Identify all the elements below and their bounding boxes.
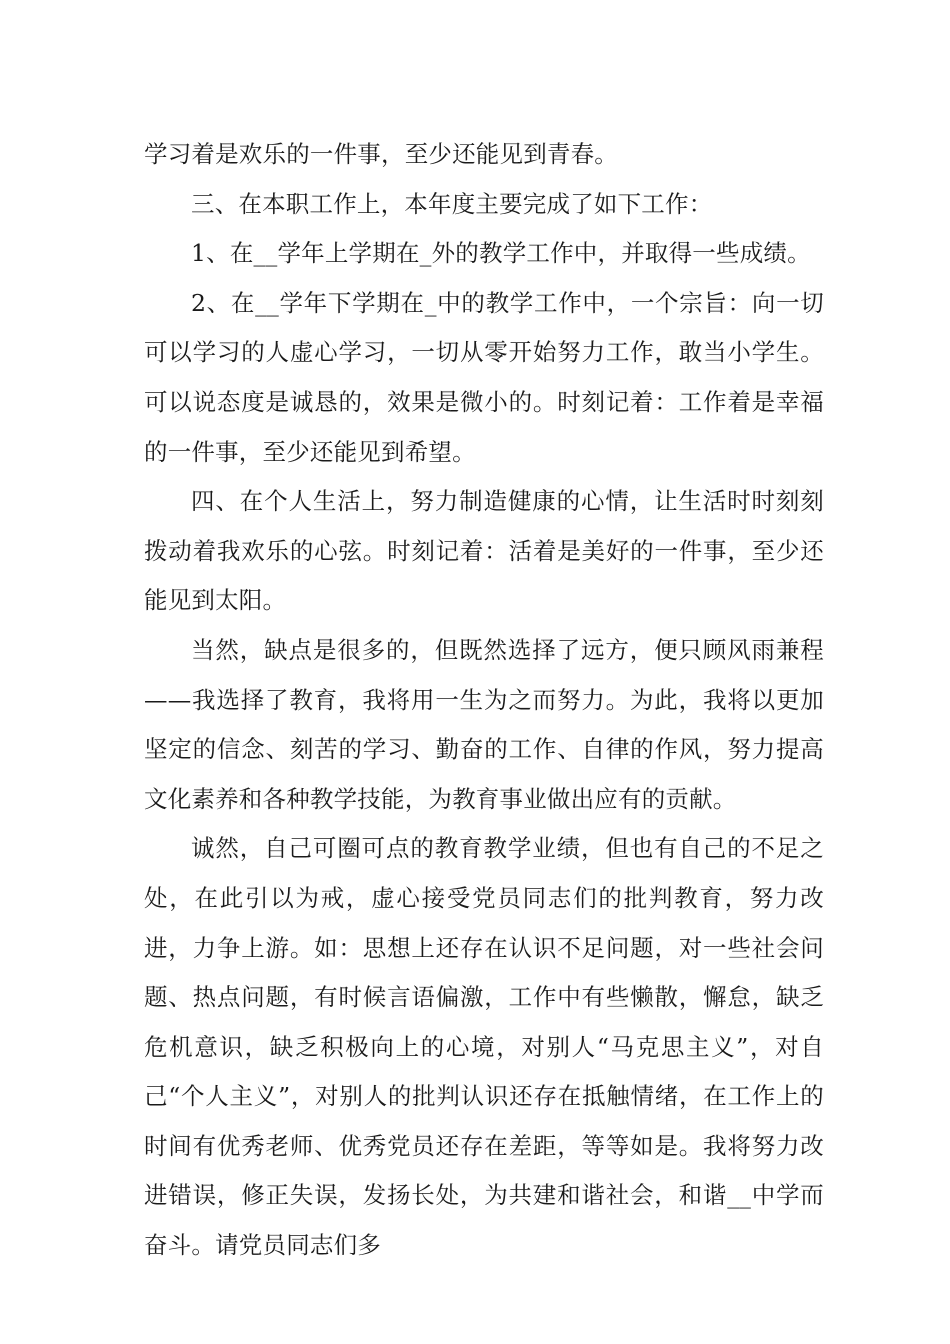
paragraph-4: 2、在__学年下学期在_中的教学工作中，一个宗旨：向一切可以学习的人虚心学习，一切从零开始努力工作，敢当小学生。可以说态度是诚恳的，效果是微小的。时刻记着：工作着是幸福的一件事，至少还能见到希望。: [144, 288, 824, 466]
paragraph-5: 四、在个人生活上，努力制造健康的心情，让生活时时刻刻拨动着我欢乐的心弦。时刻记着：活着是美好的一件事，至少还能见到太阳。: [144, 487, 824, 615]
paragraph-7: 诚然，自己可圈可点的教育教学业绩，但也有自己的不足之处，在此引以为戒，虚心接受党员同志们的批判教育，努力改进，力争上游。如：思想上还存在认识不足问题，对一些社会问题、热点问题，有时候言语偏激，工作中有些懒散，懈怠，缺乏危机意识，缺乏积极向上的心境，对别人“马克思主义”，对自己“个人主义”，对别人的批判认识还存在抵触情绪，在工作上的时间有优秀老师、优秀党员还存在差距，等等如是。我将努力改进错误，修正失误，发扬长处，为共建和谐社会，和谐__中学而奋斗。请党员同志们多: [144, 834, 824, 1260]
paragraph-1: 学习着是欢乐的一件事，至少还能见到青春。: [144, 140, 618, 168]
paragraph-2: 三、在本职工作上，本年度主要完成了如下工作：: [191, 189, 713, 218]
paragraph-6: 当然，缺点是很多的，但既然选择了远方，便只顾风雨兼程——我选择了教育，我将用一生为之而努力。为此，我将以更加坚定的信念、刻苦的学习、勤奋的工作、自律的作风，努力提高文化素养和各种教学技能，为教育事业做出应有的贡献。: [144, 635, 824, 813]
document-body: [144, 130, 824, 1271]
paragraph-3: 1、在__学年上学期在_外的教学工作中，并取得一些成绩。: [191, 239, 811, 268]
